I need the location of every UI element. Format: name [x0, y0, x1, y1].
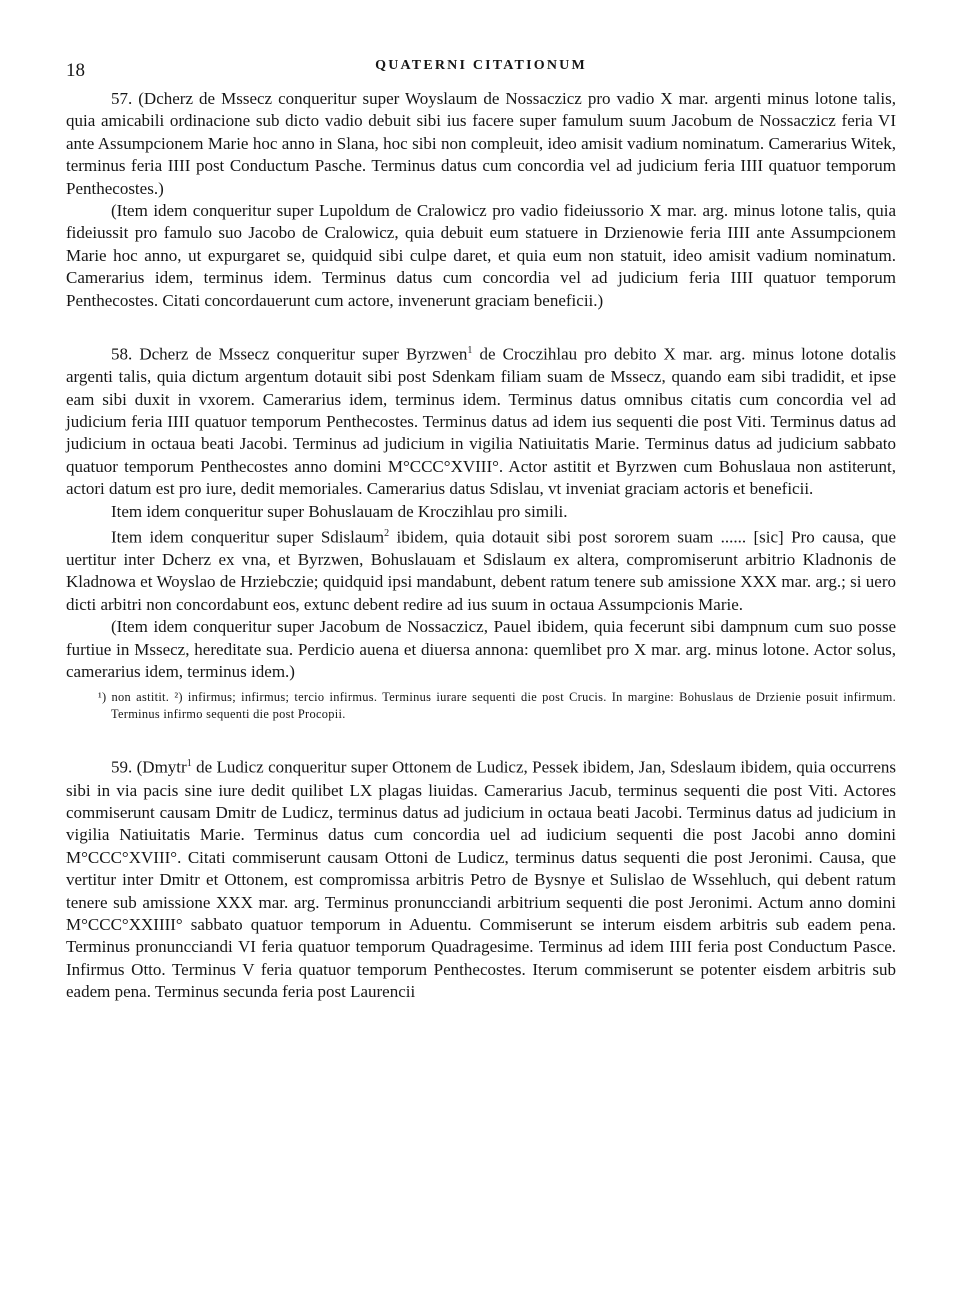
entry-59 [66, 753, 896, 1003]
entry-58 [66, 340, 896, 723]
entry-59-paragraph-1 [66, 753, 896, 1003]
book-page [66, 52, 896, 1004]
entry-59-text-rest: de Ludicz conqueritur super Ottonem de Ludicz, Pessek ibidem, Jan, Sdeslaum ibidem, quia occurrens sibi in via pacis sine iure dedit quilibet LX plagas liuidas. Camerarius Jacub, terminus sequenti die post Viti. Actores commiserunt causam Dmitr de Ludicz, terminus datus ad judicium in octaua beati Jacobi. Terminus datus ad judicium in vigilia Natiuitatis Marie. Terminus datus cum concordia uel ad iudicium sequenti die post Jacobi anno domini M°CCC°XVIII°. Citati commiserunt causam Ottoni de Ludicz, terminus datus sequenti die post Jeronimi. Causa, que vertitur inter Dmitr et Ottonem, est compromissa arbitris Petro de Bysnye et Sulislao de Wssehluch, qui debent ratum tenere sub amissione XXX mar. arg. Terminus pronuncciandi arbitrium sequenti die post Jeronimi. Actum anno domini M°CCC°XXIIII° sabbato quatuor temporum in Aduentu. Commiserunt se interum eisdem arbitris sub eadem pena. Terminus pronuncciandi VI feria quatuor temporum Quadragesime. Terminus ad idem IIII feria post Conductum Pasce. Infirmus Otto. Terminus V feria quatuor temporum Penthecostes. Iterum commiserunt se potenter eisdem arbitris sub eadem pena. Terminus secunda feria post Laurencii [66, 758, 897, 1002]
footnote-ref-2: 2 [384, 527, 390, 539]
entry-58-footnotes: ¹) non astitit. ²) infirmus; infirmus; tercio infirmus. Terminus iurare sequenti die post Crucis. In margine: Bohuslaus de Drzienie posuit infirmum. Terminus infirmo sequenti die post Procopii. [98, 690, 896, 722]
page-header [66, 52, 896, 88]
entry-58-p3-rest: ibidem, quia dotauit sibi post sororem suam ...... [sic] Pro causa, que uertitur inter Dcherz ex vna, et Byrzwen, Bohuslauam et Sdislaum ex altera, compromiserunt arbitrio Kladnonis de Kladnowa et Woyslao de Hrziebczie; quidquid ipsi mandabunt, debent ratum tenere sub amissione XXX mar. arg.; si uero dicti arbitri non concordabunt eos, extunc debent redire ad ius suum in octaua Assumpcionis Marie. [66, 527, 896, 614]
page-number: 18 [66, 60, 85, 81]
entry-57-paragraph-2: (Item idem conqueritur super Lupoldum de Cralowicz pro vadio fideiussorio X mar. arg. minus lotone talis, quia fideiussit pro famulo suo Jacobo de Cralowicz, quia debuit eum statuere in Drzienowie feria IIII ante Assumpcionem Marie hoc anno, ut expurgaret se, quidquid sibi culpe daret, et quia eum non statuit, ideo amisit vadium nominatum. Camerarius idem, terminus idem. Terminus datus cum concordia vel ad judicium feria IIII quatuor temporum Penthecostes. Citati concordauerunt cum actore, invenerunt graciam beneficii.) [66, 201, 896, 310]
entry-58-paragraph-1 [66, 340, 896, 501]
footnote-ref-1: 1 [186, 758, 192, 770]
entry-58-text-rest: de Croczihlau pro debito X mar. arg. minus lotone dotalis argenti talis, quia dictum argentum dotauit sibi post Sdenkam filiam suam de Mssecz, quando eam sibi tradidit, et ipse eam sibi duxit in vxorem. Camerarius idem, terminus idem. Terminus datus omnibus citatis cum concordia vel ad judicium feria IIII quatuor temporum Penthecostes. Terminus datus ad idem ius sequenti die post Viti. Terminus datus ad judicium in octaua beati Jacobi. Terminus ad judicium in vigilia Natiuitatis Marie. Terminus datus ad judicium sabbato quatuor temporum Penthecostes anno domini M°CCC°XVIII°. Actor astitit et Byrzwen cum Bohuslaua non astiterunt, actori datum est pro iure, dedit memoriales. Camerarius datus Sdislau, vt inveniat graciam actoris et beneficii. [66, 344, 896, 499]
entry-58-text-start: 58. Dcherz de Mssecz conqueritur super Byrzwen [111, 344, 468, 364]
entry-58-paragraph-4: (Item idem conqueritur super Jacobum de Nossaczicz, Pauel ibidem, quia fecerunt sibi dampnum cum suo posse furtiue in Mssecz, hereditate sua. Perdicio auena et diuersa annona: quemlibet pro X mar. arg. minus lotone. Actor solus, camerarius idem, terminus idem.) [66, 617, 896, 682]
entry-58-p3-start: Item idem conqueritur super Sdislaum [111, 527, 385, 547]
entry-58-paragraph-3 [66, 523, 896, 616]
entry-58-paragraph-2: Item idem conqueritur super Bohuslauam de Kroczihlau pro simili. [111, 501, 568, 521]
running-head: QUATERNI CITATIONUM [375, 58, 587, 73]
entry-57 [66, 88, 896, 312]
entry-59-text-start: 59. (Dmytr [111, 758, 187, 778]
footnote-ref-1: 1 [467, 345, 473, 357]
entry-57-paragraph-1: 57. (Dcherz de Mssecz conqueritur super Woyslaum de Nossaczicz pro vadio X mar. argenti minus lotone talis, quia amicabili ordinacione sub dicto vadio debuit sibi ius facere super famulum suum Jacobum de Nossaczicz feria VI ante Assumpcionem Marie hoc anno in Slana, hoc sibi non compleuit, ideo amisit vadium nominatum. Camerarius Witek, terminus feria IIII post Conductum Pasche. Terminus datus cum concordia vel ad judicium feria IIII quatuor temporum Penthecostes.) [66, 89, 896, 198]
